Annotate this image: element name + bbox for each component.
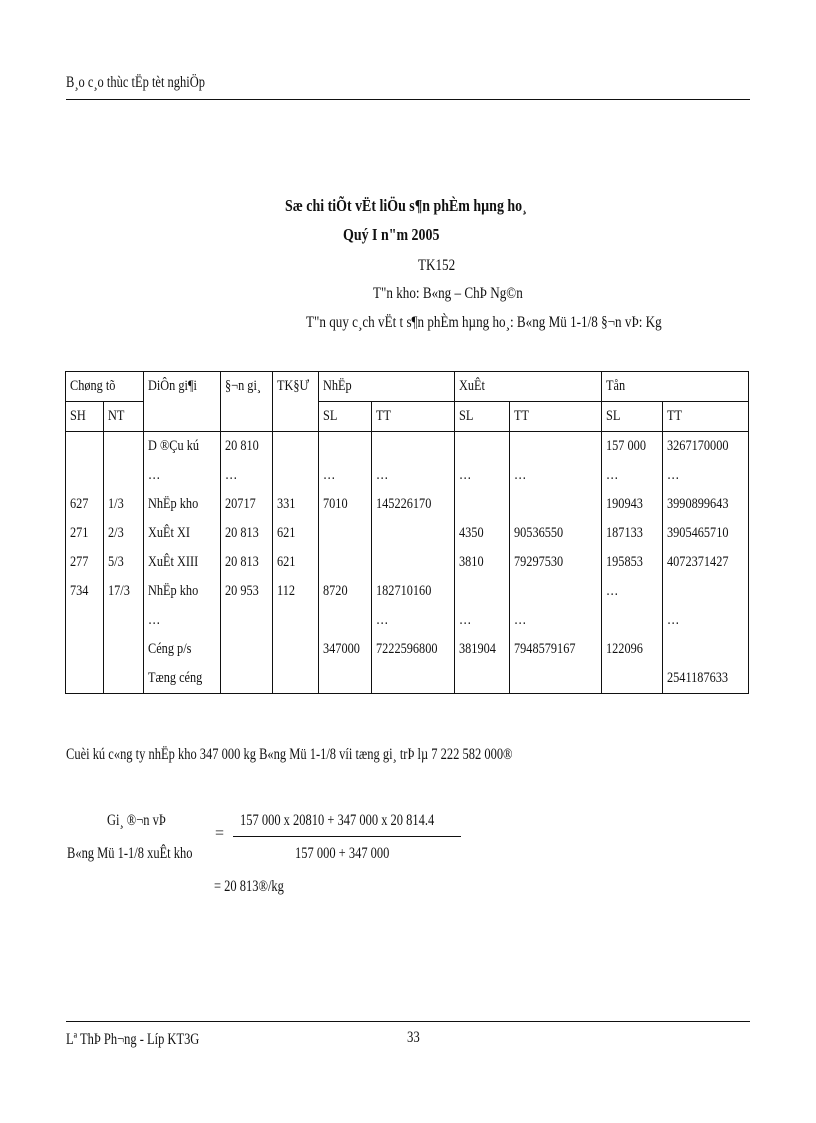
cell-xuat-tt — [510, 664, 602, 694]
cell-tk: 621 — [273, 548, 319, 577]
fraction-bar — [233, 836, 461, 837]
cell-don-gia: 20717 — [221, 490, 273, 519]
formula-label-top: Gi¸ ®¬n vÞ — [107, 812, 166, 829]
cell-nhap-tt — [372, 519, 455, 548]
cell-ton-sl: 195853 — [602, 548, 663, 577]
cell-ton-sl: … — [602, 577, 663, 606]
cell-nhap-tt: 145226170 — [372, 490, 455, 519]
cell-ton-sl: 187133 — [602, 519, 663, 548]
cell-dien-giai: … — [144, 461, 221, 490]
cell-don-gia — [221, 606, 273, 635]
header-rule — [66, 99, 750, 100]
cell-ton-tt: 4072371427 — [663, 548, 749, 577]
table-row — [66, 490, 749, 519]
cell-xuat-sl — [455, 432, 510, 462]
cell-nt — [104, 664, 144, 694]
cell-ton-tt: 3990899643 — [663, 490, 749, 519]
closing-note: Cuèi kú c«ng ty nhËp kho 347 000 kg B«ng Mü 1-1/8 víi tæng gi¸ trÞ lµ 7 222 582 000® — [66, 746, 513, 763]
cell-xuat-sl — [455, 577, 510, 606]
cell-xuat-sl — [455, 490, 510, 519]
cell-xuat-sl: … — [455, 461, 510, 490]
footer-rule — [66, 1021, 750, 1022]
cell-xuat-tt: 7948579167 — [510, 635, 602, 664]
formula-denominator: 157 000 + 347 000 — [295, 845, 390, 862]
cell-sh — [66, 606, 104, 635]
cell-ton-sl: … — [602, 461, 663, 490]
cell-sh — [66, 432, 104, 462]
cell-tk — [273, 635, 319, 664]
cell-xuat-sl: 4350 — [455, 519, 510, 548]
cell-nt — [104, 635, 144, 664]
cell-nhap-sl — [319, 548, 372, 577]
cell-dien-giai: NhËp kho — [144, 490, 221, 519]
cell-ton-tt: 2541187633 — [663, 664, 749, 694]
page-number: 33 — [407, 1029, 420, 1046]
cell-nhap-tt — [372, 664, 455, 694]
cell-tk: 621 — [273, 519, 319, 548]
cell-tk — [273, 432, 319, 462]
col-xuat-sl: SL — [455, 402, 510, 432]
formula-result: = 20 813®/kg — [214, 878, 284, 895]
cell-ton-tt — [663, 635, 749, 664]
cell-ton-sl — [602, 664, 663, 694]
col-ton-tt: TT — [663, 402, 749, 432]
cell-dien-giai: XuÊt XIII — [144, 548, 221, 577]
cell-nhap-sl: 8720 — [319, 577, 372, 606]
col-nhap-tt: TT — [372, 402, 455, 432]
cell-nt: 1/3 — [104, 490, 144, 519]
cell-ton-tt: … — [663, 461, 749, 490]
cell-dien-giai: Tæng céng — [144, 664, 221, 694]
cell-sh: 734 — [66, 577, 104, 606]
cell-dien-giai: Céng p/s — [144, 635, 221, 664]
cell-xuat-sl: 381904 — [455, 635, 510, 664]
warehouse-name: T"n kho: B«ng – ChÞ Ng©n — [373, 285, 523, 302]
cell-xuat-tt — [510, 577, 602, 606]
cell-nhap-sl — [319, 519, 372, 548]
cell-don-gia: … — [221, 461, 273, 490]
cell-dien-giai: NhËp kho — [144, 577, 221, 606]
formula-numerator: 157 000 x 20810 + 347 000 x 20 814.4 — [240, 812, 435, 829]
cell-dien-giai: … — [144, 606, 221, 635]
cell-don-gia: 20 810 — [221, 432, 273, 462]
col-dien-giai: DiÔn gi¶i — [144, 372, 221, 402]
cell-tk: 112 — [273, 577, 319, 606]
cell-xuat-tt: … — [510, 606, 602, 635]
col-tkdu: TK§Ư — [273, 372, 319, 402]
cell-nhap-tt — [372, 548, 455, 577]
cell-xuat-tt: 79297530 — [510, 548, 602, 577]
page-header: B¸o c¸o thùc tËp tèt nghiÖp — [66, 74, 205, 91]
cell-xuat-sl — [455, 664, 510, 694]
cell-xuat-tt — [510, 490, 602, 519]
footer-author: Lª ThÞ Ph¬ng - Líp KT3G — [66, 1031, 200, 1048]
cell-nhap-tt: … — [372, 461, 455, 490]
col-nhap: NhËp — [319, 372, 455, 402]
cell-xuat-tt: … — [510, 461, 602, 490]
cell-ton-sl: 157 000 — [602, 432, 663, 462]
document-period: Quý I n"m 2005 — [343, 225, 440, 244]
table-row — [66, 635, 749, 664]
cell-dien-giai: D ®Çu kú — [144, 432, 221, 462]
table-row — [66, 461, 749, 490]
cell-ton-tt: 3905465710 — [663, 519, 749, 548]
cell-tk — [273, 461, 319, 490]
account-code: TK152 — [418, 257, 456, 274]
cell-nhap-sl — [319, 606, 372, 635]
formula-equals: = — [215, 825, 225, 842]
cell-nhap-tt: 7222596800 — [372, 635, 455, 664]
document-title: Sæ chi tiÕt vËt liÖu s¶n phÈm hµng ho¸ — [285, 196, 527, 215]
cell-don-gia — [221, 664, 273, 694]
cell-ton-tt — [663, 577, 749, 606]
col-sh: SH — [66, 402, 104, 432]
cell-sh — [66, 635, 104, 664]
material-spec: T"n quy c¸ch vËt t s¶n phÈm hµng ho¸: B«ng Mü 1-1/8 §¬n vÞ: Kg — [306, 314, 662, 331]
cell-tk — [273, 606, 319, 635]
table-row — [66, 664, 749, 694]
cell-ton-sl — [602, 606, 663, 635]
cell-tk: 331 — [273, 490, 319, 519]
cell-nt — [104, 432, 144, 462]
cell-nt: 17/3 — [104, 577, 144, 606]
table-row — [66, 519, 749, 548]
cell-nhap-tt: … — [372, 606, 455, 635]
cell-ton-sl: 190943 — [602, 490, 663, 519]
cell-nt — [104, 606, 144, 635]
cell-nhap-sl: 347000 — [319, 635, 372, 664]
cell-nhap-sl: 7010 — [319, 490, 372, 519]
col-ton-sl: SL — [602, 402, 663, 432]
table-row — [66, 606, 749, 635]
cell-dien-giai: XuÊt XI — [144, 519, 221, 548]
formula-label-bottom: B«ng Mü 1-1/8 xuÊt kho — [67, 845, 193, 862]
cell-sh — [66, 664, 104, 694]
table-row — [66, 548, 749, 577]
col-xuat: XuÊt — [455, 372, 602, 402]
cell-nhap-tt: 182710160 — [372, 577, 455, 606]
col-nt: NT — [104, 402, 144, 432]
cell-sh: 277 — [66, 548, 104, 577]
cell-don-gia — [221, 635, 273, 664]
header-row — [66, 372, 749, 402]
cell-ton-sl: 122096 — [602, 635, 663, 664]
cell-don-gia: 20 953 — [221, 577, 273, 606]
cell-nt: 5/3 — [104, 548, 144, 577]
table-row — [66, 432, 749, 462]
cell-tk — [273, 664, 319, 694]
cell-xuat-tt — [510, 432, 602, 462]
col-xuat-tt: TT — [510, 402, 602, 432]
cell-don-gia: 20 813 — [221, 519, 273, 548]
cell-ton-tt: 3267170000 — [663, 432, 749, 462]
cell-sh: 271 — [66, 519, 104, 548]
cell-nhap-sl — [319, 664, 372, 694]
table-row — [66, 577, 749, 606]
cell-nt — [104, 461, 144, 490]
cell-ton-tt: … — [663, 606, 749, 635]
col-ton: Tån — [602, 372, 749, 402]
cell-nt: 2/3 — [104, 519, 144, 548]
cell-xuat-sl: 3810 — [455, 548, 510, 577]
cell-don-gia: 20 813 — [221, 548, 273, 577]
col-nhap-sl: SL — [319, 402, 372, 432]
cell-nhap-tt — [372, 432, 455, 462]
cell-nhap-sl — [319, 432, 372, 462]
ledger-table — [65, 371, 749, 694]
subheader-row — [66, 402, 749, 432]
cell-sh — [66, 461, 104, 490]
cell-xuat-sl: … — [455, 606, 510, 635]
col-don-gia: §¬n gi¸ — [221, 372, 273, 402]
col-chung-tu: Chøng tõ — [66, 372, 144, 402]
cell-xuat-tt: 90536550 — [510, 519, 602, 548]
cell-nhap-sl: … — [319, 461, 372, 490]
cell-sh: 627 — [66, 490, 104, 519]
